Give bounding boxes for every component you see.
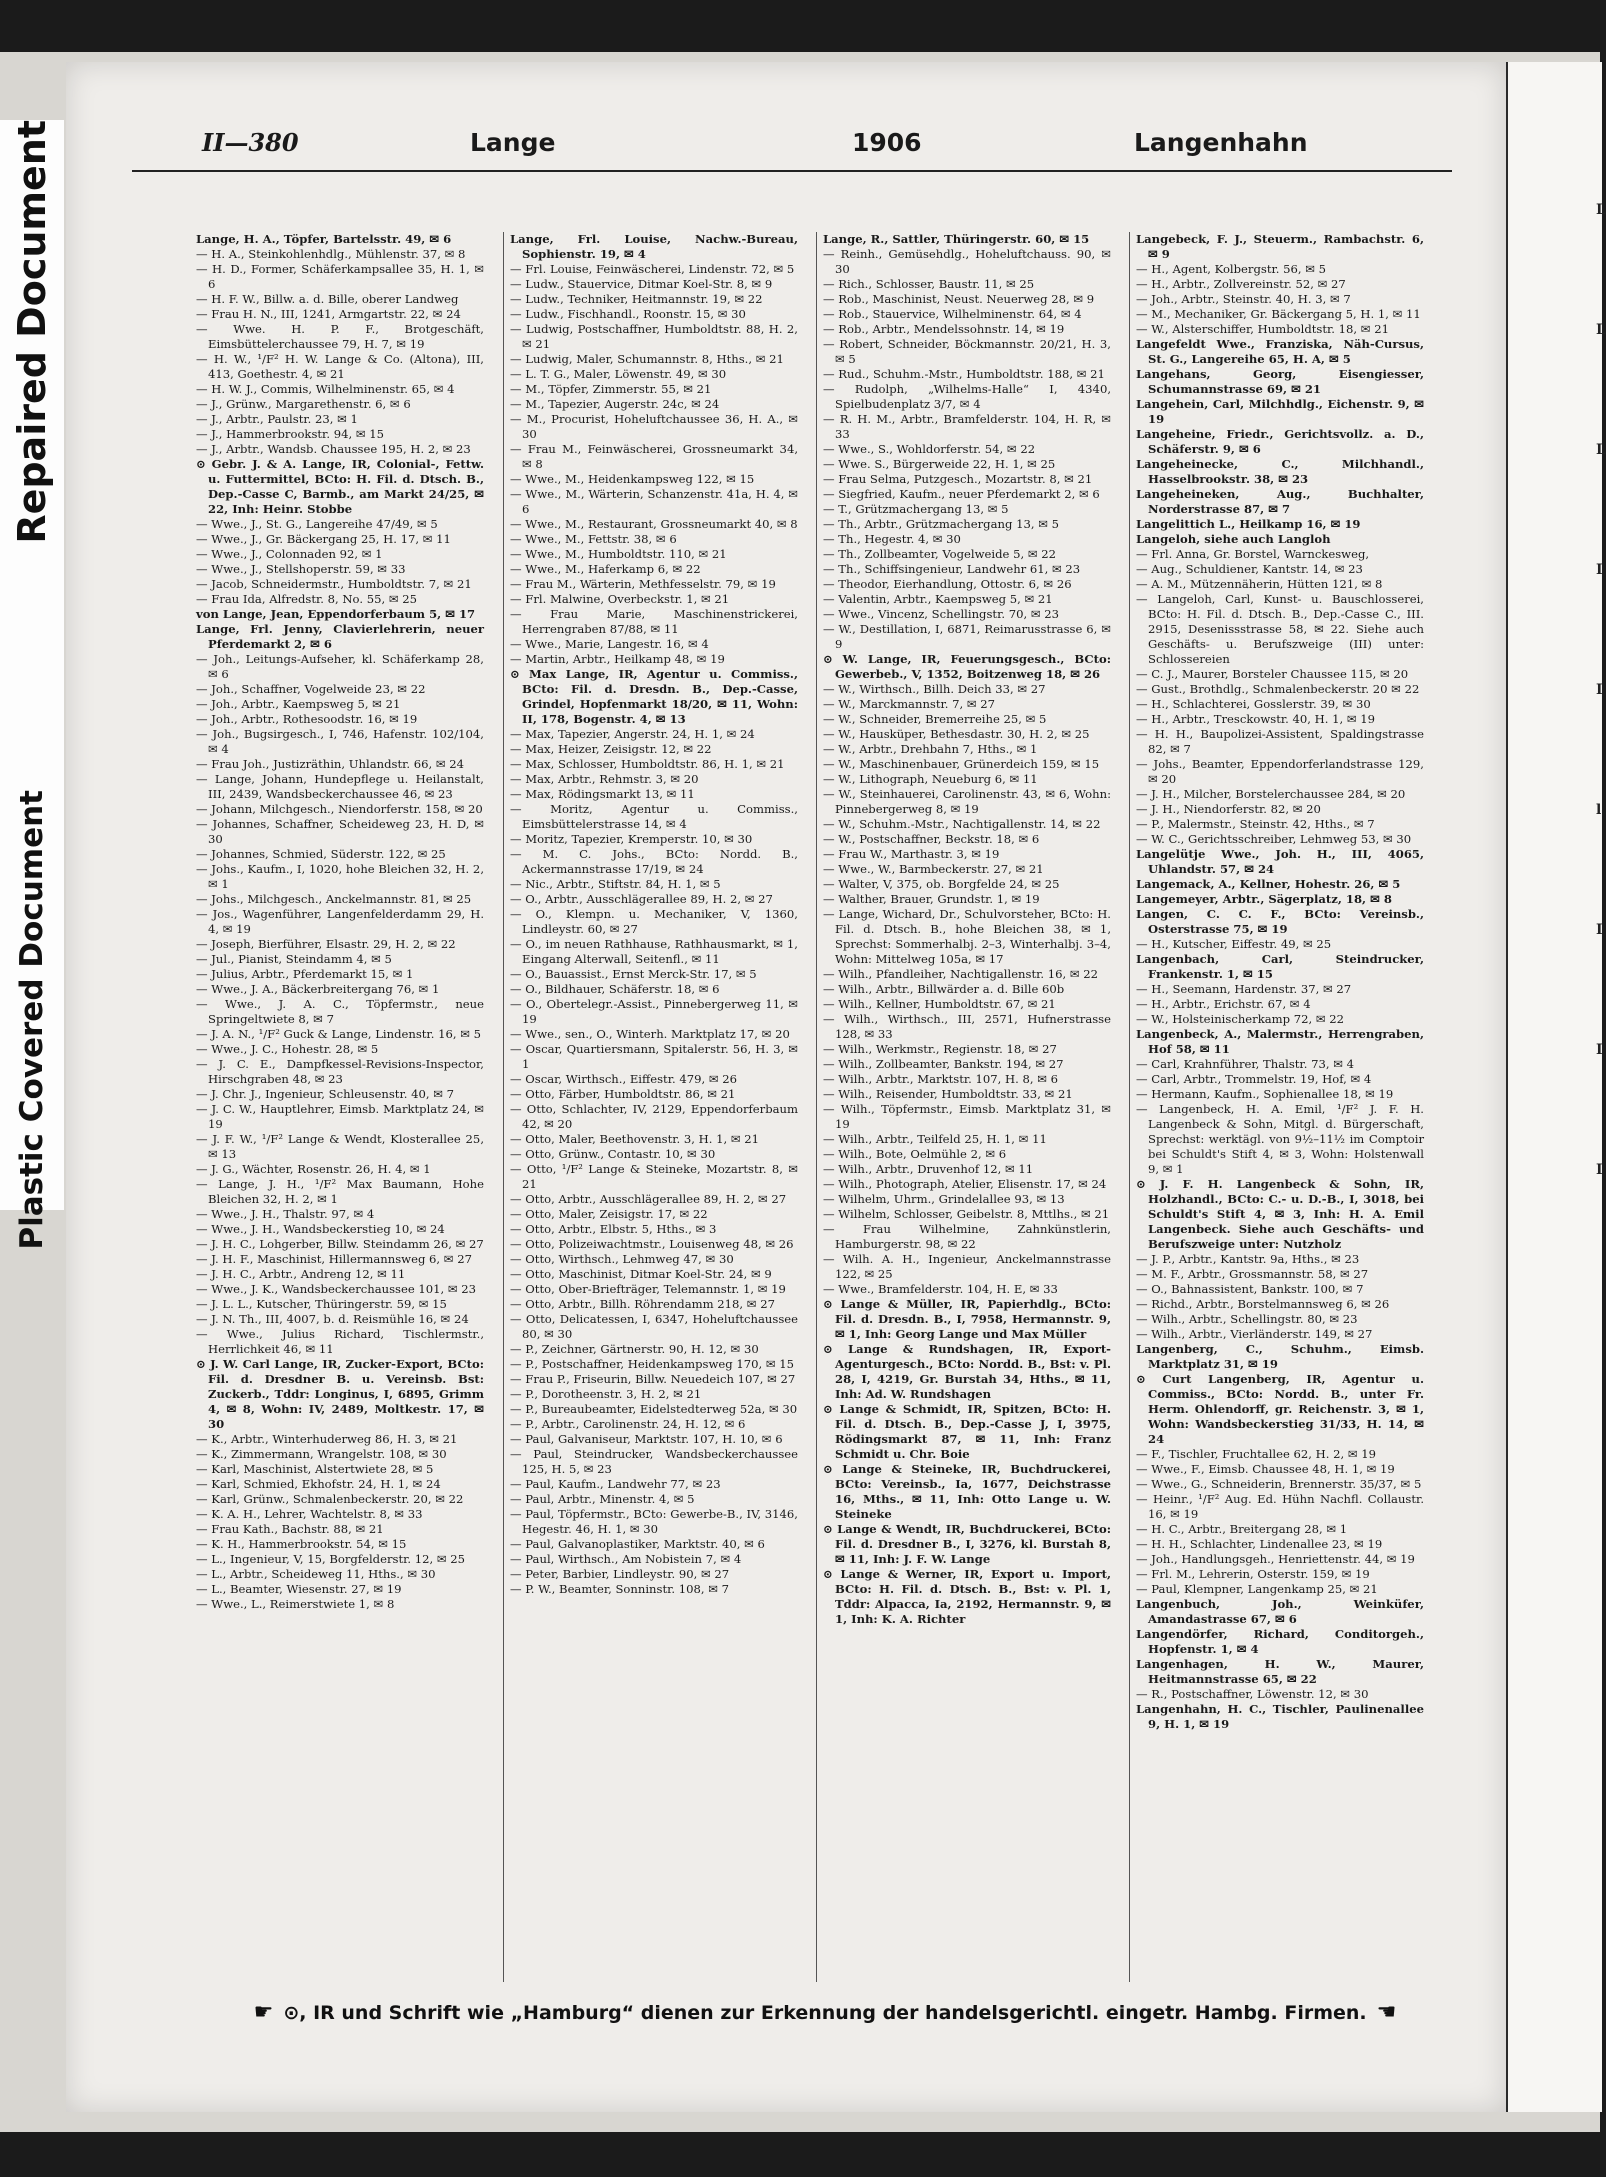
side-label	[0, 120, 64, 1250]
directory-entry: — Reinh., Gemüsehdlg., Hoheluftchauss. 90, ✉ 30	[823, 247, 1111, 276]
directory-entry: — O., Klempn. u. Mechaniker, V, 1360, Lindleystr. 60, ✉ 27	[510, 907, 798, 936]
directory-entry: — T., Grützmachergang 13, ✉ 5	[823, 502, 1009, 516]
directory-entry: — Wwe., F., Eimsb. Chaussee 48, H. 1, ✉ 19	[1136, 1462, 1395, 1476]
directory-entry: — Joh., Bugsirgesch., I, 746, Hafenstr. 102/104, ✉ 4	[196, 727, 484, 756]
directory-entry: — M., Tapezier, Augerstr. 24c, ✉ 24	[510, 397, 720, 411]
adjacent-page-fragment: I	[1596, 682, 1603, 698]
directory-entry: — Wwe., L., Reimerstwiete 1, ✉ 8	[196, 1597, 395, 1611]
directory-entry: — Max, Schlosser, Humboldtstr. 86, H. 1, ✉ 21	[510, 757, 785, 771]
directory-entry: — Otto, Färber, Humboldtstr. 86, ✉ 21	[510, 1087, 736, 1101]
directory-entry: Lange, Frl. Louise, Nachw.-Bureau, Sophienstr. 19, ✉ 4	[510, 232, 798, 261]
directory-entry: — F., Tischler, Fruchtallee 62, H. 2, ✉ 19	[1136, 1447, 1377, 1461]
directory-columns	[190, 232, 1440, 1982]
directory-entry: — Paul, Galvaniseur, Marktstr. 107, H. 10, ✉ 6	[510, 1432, 783, 1446]
directory-entry: — Frl. M., Lehrerin, Osterstr. 159, ✉ 19	[1136, 1567, 1370, 1581]
directory-entry: — Johannes, Schaffner, Scheideweg 23, H. D, ✉ 30	[196, 817, 484, 846]
directory-entry: — Wwe., J., Stellshoperstr. 59, ✉ 33	[196, 562, 406, 576]
directory-entry: — M., Mechaniker, Gr. Bäckergang 5, H. 1, ✉ 11	[1136, 307, 1421, 321]
directory-entry: — W., Wirthsch., Billh. Deich 33, ✉ 27	[823, 682, 1046, 696]
directory-entry: ⊙ Gebr. J. & A. Lange, IR, Colonial-, Fettw. u. Futtermittel, BCto: H. Fil. d. Dtsch. B., Dep.-Casse C, Barmb., am Markt 24/25, ✉ 22, Inh: Heinr. Stobbe	[196, 457, 484, 516]
directory-entry: — Otto, Wirthsch., Lehmweg 47, ✉ 30	[510, 1252, 734, 1266]
directory-entry: Langeheinecke, C., Milchhandl., Hasselbrookstr. 38, ✉ 23	[1136, 457, 1424, 486]
directory-entry: Langeloh, siehe auch Langloh	[1136, 532, 1331, 546]
directory-entry: — H. H., Schlachter, Lindenallee 23, ✉ 19	[1136, 1537, 1383, 1551]
directory-entry: — K. H., Hammerbrookstr. 54, ✉ 15	[196, 1537, 407, 1551]
directory-entry: — H., Arbtr., Zollvereinstr. 52, ✉ 27	[1136, 277, 1346, 291]
directory-entry: Langefeldt Wwe., Franziska, Näh-Cursus, St. G., Langereihe 65, H. A, ✉ 5	[1136, 337, 1424, 366]
directory-entry: — Joh., Arbtr., Kaempsweg 5, ✉ 21	[196, 697, 401, 711]
directory-entry: — W., Lithograph, Neueburg 6, ✉ 11	[823, 772, 1038, 786]
directory-entry: — Oscar, Quartiersmann, Spitalerstr. 56, H. 3, ✉ 1	[510, 1042, 798, 1071]
directory-entry: — Wwe., Vincenz, Schellingstr. 70, ✉ 23	[823, 607, 1059, 621]
directory-entry: — H. C., Arbtr., Breitergang 28, ✉ 1	[1136, 1522, 1348, 1536]
footer-note: ⊙, IR und Schrift wie „Hamburg“ dienen zur Erkennung der handelsgerichtl. eingetr. Hambg. Firmen.	[283, 2002, 1367, 2024]
directory-entry: — Jacob, Schneidermstr., Humboldtstr. 7, ✉ 21	[196, 577, 472, 591]
page-footer	[200, 2000, 1450, 2025]
directory-entry: — Gust., Brothdlg., Schmalenbeckerstr. 20 ✉ 22	[1136, 682, 1420, 696]
adjacent-page-fragment: L	[1596, 322, 1606, 338]
directory-entry: — Otto, Arbtr., Billh. Röhrendamm 218, ✉ 27	[510, 1297, 775, 1311]
directory-entry: — Julius, Arbtr., Pferdemarkt 15, ✉ 1	[196, 967, 414, 981]
directory-entry: — Lange, J. H., ¹/F² Max Baumann, Hohe Bleichen 32, H. 2, ✉ 1	[196, 1177, 484, 1206]
directory-entry: — M., Töpfer, Zimmerstr. 55, ✉ 21	[510, 382, 712, 396]
directory-entry: — Richd., Arbtr., Borstelmannsweg 6, ✉ 26	[1136, 1297, 1390, 1311]
directory-entry: — J. G., Wächter, Rosenstr. 26, H. 4, ✉ 1	[196, 1162, 431, 1176]
directory-entry: — Rich., Schlosser, Baustr. 11, ✉ 25	[823, 277, 1035, 291]
directory-entry: — J. L. L., Kutscher, Thüringerstr. 59, ✉ 15	[196, 1297, 447, 1311]
directory-entry: — Frau Marie, Maschinenstrickerei, Herrengraben 87/88, ✉ 11	[510, 607, 798, 636]
directory-entry: Langelittich L., Heilkamp 16, ✉ 19	[1136, 517, 1361, 531]
directory-entry: — Wwe., J., Colonnaden 92, ✉ 1	[196, 547, 383, 561]
directory-entry: — R. H. M., Arbtr., Bramfelderstr. 104, H. R, ✉ 33	[823, 412, 1111, 441]
directory-entry: — J. H. C., Lohgerber, Billw. Steindamm 26, ✉ 27	[196, 1237, 484, 1251]
directory-entry: — H. W., ¹/F² H. W. Lange & Co. (Altona), III, 413, Goethestr. 4, ✉ 21	[196, 352, 484, 381]
directory-entry: — Paul, Töpfermstr., BCto: Gewerbe-B., IV, 3146, Hegestr. 46, H. 1, ✉ 30	[510, 1507, 798, 1536]
directory-entry: — Frau P., Friseurin, Billw. Neuedeich 107, ✉ 27	[510, 1372, 796, 1386]
directory-entry: — Th., Zollbeamter, Vogelweide 5, ✉ 22	[823, 547, 1056, 561]
directory-entry: — J. C. W., Hauptlehrer, Eimsb. Marktplatz 24, ✉ 19	[196, 1102, 484, 1131]
directory-entry: — W., Maschinenbauer, Grünerdeich 159, ✉ 15	[823, 757, 1100, 771]
directory-entry: — Wwe., M., Haferkamp 6, ✉ 22	[510, 562, 701, 576]
directory-entry: — Moritz, Agentur u. Commiss., Eimsbüttelerstrasse 14, ✉ 4	[510, 802, 798, 831]
directory-entry: — H. H., Baupolizei-Assistent, Spaldingstrasse 82, ✉ 7	[1136, 727, 1424, 756]
directory-entry: — Wilh., Arbtr., Schellingstr. 80, ✉ 23	[1136, 1312, 1358, 1326]
directory-entry: — J., Arbtr., Paulstr. 23, ✉ 1	[196, 412, 358, 426]
directory-column-1	[190, 232, 490, 1982]
directory-entry: — H., Agent, Kolbergstr. 56, ✉ 5	[1136, 262, 1327, 276]
directory-entry: — Joh., Leitungs-Aufseher, kl. Schäferkamp 28, ✉ 6	[196, 652, 484, 681]
directory-entry: — Johannes, Schmied, Süderstr. 122, ✉ 25	[196, 847, 446, 861]
directory-entry: — K. A. H., Lehrer, Wachtelstr. 8, ✉ 33	[196, 1507, 423, 1521]
directory-entry: — Robert, Schneider, Böckmannstr. 20/21, H. 3, ✉ 5	[823, 337, 1111, 366]
directory-entry: — Wilh., Bote, Oelmühle 2, ✉ 6	[823, 1147, 1007, 1161]
directory-entry: — W., Holsteinischerkamp 72, ✉ 22	[1136, 1012, 1345, 1026]
directory-entry: — W., Postschaffner, Beckstr. 18, ✉ 6	[823, 832, 1040, 846]
directory-entry: — K., Arbtr., Winterhuderweg 86, H. 3, ✉ 21	[196, 1432, 458, 1446]
directory-entry: ⊙ Max Lange, IR, Agentur u. Commiss., BCto: Fil. d. Dresdn. B., Dep.-Casse, Grindel, Hopfenmarkt 18/20, ✉ 11, Wohn: II, 178, Bogenstr. 4, ✉ 13	[510, 667, 798, 726]
directory-entry: — Wilh., Photograph, Atelier, Elisenstr. 17, ✉ 24	[823, 1177, 1107, 1191]
directory-entry: — Wwe., G., Schneiderin, Brennerstr. 35/37, ✉ 5	[1136, 1477, 1422, 1491]
directory-entry: — W., Marckmannstr. 7, ✉ 27	[823, 697, 996, 711]
directory-entry: — Th., Arbtr., Grützmachergang 13, ✉ 5	[823, 517, 1059, 531]
directory-entry: — Joh., Handlungsgeh., Henriettenstr. 44, ✉ 19	[1136, 1552, 1415, 1566]
directory-column-3	[816, 232, 1117, 1982]
directory-entry: ⊙ J. W. Carl Lange, IR, Zucker-Export, BCto: Fil. d. Dresdner B. u. Vereinsb. Bst: Zuckerb., Tddr: Longinus, I, 6895, Grimm 4, ✉ 8, Wohn: IV, 2489, Moltkestr. 17, ✉ 30	[196, 1357, 484, 1431]
directory-entry: — Wilh. A. H., Ingenieur, Anckelmannstrasse 122, ✉ 25	[823, 1252, 1111, 1281]
directory-entry: — H., Seemann, Hardenstr. 37, ✉ 27	[1136, 982, 1352, 996]
directory-entry: ⊙ J. F. H. Langenbeck & Sohn, IR, Holzhandl., BCto: C.- u. D.-B., I, 3018, bei Schuldt's Stift 4, ✉ 3, Inh: H. A. Emil Langenbeck. Siehe auch Geschäfts- und Berufszweige unter: Nutzholz	[1136, 1177, 1424, 1251]
directory-entry: von Lange, Jean, Eppendorferbaum 5, ✉ 17	[196, 607, 476, 621]
directory-entry: — Paul, Kaufm., Landwehr 77, ✉ 23	[510, 1477, 721, 1491]
directory-entry: — Wilh., Kellner, Humboldtstr. 67, ✉ 21	[823, 997, 1056, 1011]
directory-entry: Langehein, Carl, Milchhdlg., Eichenstr. 9, ✉ 19	[1136, 397, 1424, 426]
directory-entry: Langebeck, F. J., Steuerm., Rambachstr. 6, ✉ 9	[1136, 232, 1424, 261]
directory-entry: — Wilh., Arbtr., Billwärder a. d. Bille 60b	[823, 982, 1065, 996]
directory-entry: — Wwe., sen., O., Winterh. Marktplatz 17, ✉ 20	[510, 1027, 790, 1041]
directory-entry: — J. H., Milcher, Borstelerchaussee 284, ✉ 20	[1136, 787, 1406, 801]
directory-entry: Langenberg, C., Schuhm., Eimsb. Marktplatz 31, ✉ 19	[1136, 1342, 1424, 1371]
directory-entry: — H., Kutscher, Eiffestr. 49, ✉ 25	[1136, 937, 1332, 951]
directory-entry: — O., Bildhauer, Schäferstr. 18, ✉ 6	[510, 982, 720, 996]
directory-entry: — Wilh., Werkmstr., Regienstr. 18, ✉ 27	[823, 1042, 1057, 1056]
directory-entry: — P. W., Beamter, Sonninstr. 108, ✉ 7	[510, 1582, 730, 1596]
adjacent-page-strip	[1506, 62, 1606, 2112]
directory-entry: Langeheine, Friedr., Gerichtsvollz. a. D., Schäferstr. 9, ✉ 6	[1136, 427, 1424, 456]
directory-entry: — L., Beamter, Wiesenstr. 27, ✉ 19	[196, 1582, 402, 1596]
page-number: II—380	[202, 128, 299, 157]
directory-entry: — Wwe., Bramfelderstr. 104, H. E, ✉ 33	[823, 1282, 1058, 1296]
directory-entry: — Paul, Steindrucker, Wandsbeckerchaussee 125, H. 5, ✉ 23	[510, 1447, 798, 1476]
directory-entry: — W., Alsterschiffer, Humboldtstr. 18, ✉ 21	[1136, 322, 1389, 336]
directory-entry: — O., Bahnassistent, Bankstr. 100, ✉ 7	[1136, 1282, 1364, 1296]
directory-entry: — Valentin, Arbtr., Kaempsweg 5, ✉ 21	[823, 592, 1053, 606]
directory-entry: — Karl, Grünw., Schmalenbeckerstr. 20, ✉ 22	[196, 1492, 464, 1506]
directory-entry: Lange, H. A., Töpfer, Bartelsstr. 49, ✉ 6	[196, 232, 452, 246]
directory-entry: — Wilh., Arbtr., Teilfeld 25, H. 1, ✉ 11	[823, 1132, 1047, 1146]
directory-entry: — Wwe., M., Fettstr. 38, ✉ 6	[510, 532, 677, 546]
directory-entry: — Paul, Klempner, Langenkamp 25, ✉ 21	[1136, 1582, 1378, 1596]
directory-entry: — Rud., Schuhm.-Mstr., Humboldtstr. 188, ✉ 21	[823, 367, 1105, 381]
directory-entry: Lange, R., Sattler, Thüringerstr. 60, ✉ 15	[823, 232, 1090, 246]
directory-entry: — J., Arbtr., Wandsb. Chaussee 195, H. 2, ✉ 23	[196, 442, 471, 456]
directory-entry: — P., Bureaubeamter, Eidelstedterweg 52a, ✉ 30	[510, 1402, 798, 1416]
directory-entry: — O., im neuen Rathhause, Rathhausmarkt, ✉ 1, Eingang Alterwall, Seitenfl., ✉ 11	[510, 937, 798, 966]
directory-entry: ⊙ Curt Langenberg, IR, Agentur u. Commiss., BCto: Nordd. B., unter Fr. Herm. Ohlendorff, gr. Reichenstr. 3, ✉ 1, Wohn: Wandsbeckerstieg 31/33, H. 14, ✉ 24	[1136, 1372, 1424, 1446]
directory-entry: — Th., Hegestr. 4, ✉ 30	[823, 532, 961, 546]
directory-entry: ⊙ W. Lange, IR, Feuerungsgesch., BCto: Gewerbeb., V, 1352, Boitzenweg 18, ✉ 26	[823, 652, 1111, 681]
adjacent-page-fragment: I	[1596, 1042, 1603, 1058]
directory-entry: — R., Postschaffner, Löwenstr. 12, ✉ 30	[1136, 1687, 1369, 1701]
side-label-repaired: Repaired Document	[10, 120, 54, 544]
directory-entry: — P., Malermstr., Steinstr. 42, Hths., ✉ 7	[1136, 817, 1375, 831]
directory-entry: Langelütje Wwe., Joh. H., III, 4065, Uhlandstr. 57, ✉ 24	[1136, 847, 1424, 876]
directory-entry: — Wwe., J. H., Wandsbeckerstieg 10, ✉ 24	[196, 1222, 445, 1236]
directory-entry: — J. Chr. J., Ingenieur, Schleusenstr. 40, ✉ 7	[196, 1087, 455, 1101]
directory-entry: — Wwe., J. C., Hohestr. 28, ✉ 5	[196, 1042, 379, 1056]
directory-entry: — Langeloh, Carl, Kunst- u. Bauschlosserei, BCto: H. Fil. d. Dtsch. B., Dep.-Casse C., III. 2915, Desenissstrasse 58, ✉ 22. Siehe auch Geschäfts- u. Berufszweige (III) unter: Schlossereien	[1136, 592, 1424, 666]
head-year: 1906	[852, 128, 922, 157]
directory-entry: Lange, Frl. Jenny, Clavierlehrerin, neuer Pferdemarkt 2, ✉ 6	[196, 622, 484, 651]
directory-entry: — Joseph, Bierführer, Elsastr. 29, H. 2, ✉ 22	[196, 937, 456, 951]
directory-entry: — O., Bauassist., Ernst Merck-Str. 17, ✉ 5	[510, 967, 757, 981]
directory-entry: — W., Schuhm.-Mstr., Nachtigallenstr. 14, ✉ 22	[823, 817, 1101, 831]
directory-entry: Langen, C. C. F., BCto: Vereinsb., Osterstrasse 75, ✉ 19	[1136, 907, 1424, 936]
directory-entry: — H., Arbtr., Erichstr. 67, ✉ 4	[1136, 997, 1311, 1011]
directory-entry: — Max, Arbtr., Rehmstr. 3, ✉ 20	[510, 772, 699, 786]
directory-entry: — J. N. Th., III, 4007, b. d. Reismühle 16, ✉ 24	[196, 1312, 469, 1326]
adjacent-page-fragment: I	[1596, 562, 1603, 578]
directory-entry: — J., Grünw., Margarethenstr. 6, ✉ 6	[196, 397, 411, 411]
directory-entry: ⊙ Lange & Wendt, IR, Buchdruckerei, BCto: Fil. d. Dresdner B., I, 3276, kl. Burstah 8, ✉ 11, Inh: J. F. W. Lange	[823, 1522, 1111, 1566]
directory-entry: Langemack, A., Kellner, Hohestr. 26, ✉ 5	[1136, 877, 1401, 891]
directory-entry: — Otto, Schlachter, IV, 2129, Eppendorferbaum 42, ✉ 20	[510, 1102, 798, 1131]
directory-entry: — J. H., Niendorferstr. 82, ✉ 20	[1136, 802, 1321, 816]
directory-entry: — Wwe., J., Gr. Bäckergang 25, H. 17, ✉ 11	[196, 532, 451, 546]
directory-entry: — Frau M., Wärterin, Methfesselstr. 79, ✉ 19	[510, 577, 776, 591]
directory-entry: — Wilh., Zollbeamter, Bankstr. 194, ✉ 27	[823, 1057, 1064, 1071]
directory-entry: — L., Ingenieur, V, 15, Borgfelderstr. 12, ✉ 25	[196, 1552, 466, 1566]
directory-entry: — Otto, Ober-Briefträger, Telemannstr. 1, ✉ 19	[510, 1282, 786, 1296]
directory-entry: — Wilh., Töpfermstr., Eimsb. Marktplatz 31, ✉ 19	[823, 1102, 1111, 1131]
head-left-word: Lange	[470, 128, 556, 157]
directory-entry: — Frau H. N., III, 1241, Armgartstr. 22, ✉ 24	[196, 307, 461, 321]
directory-entry: — Ludwig, Postschaffner, Humboldtstr. 88, H. 2, ✉ 21	[510, 322, 798, 351]
adjacent-page-fragment: I	[1596, 922, 1603, 938]
directory-entry: — H. F. W., Billw. a. d. Bille, oberer Landweg	[196, 292, 459, 306]
directory-entry: — Max, Tapezier, Angerstr. 24, H. 1, ✉ 24	[510, 727, 755, 741]
directory-entry: — Wilh., Reisender, Humboldtstr. 33, ✉ 21	[823, 1087, 1073, 1101]
directory-entry: — Peter, Barbier, Lindleystr. 90, ✉ 27	[510, 1567, 730, 1581]
directory-entry: — Wwe., J. A. C., Töpfermstr., neue Springeltwiete 8, ✉ 7	[196, 997, 484, 1026]
directory-entry: — Rudolph, „Wilhelms-Halle“ I, 4340, Spielbudenplatz 3/7, ✉ 4	[823, 382, 1111, 411]
directory-entry: ⊙ Lange & Rundshagen, IR, Export-Agenturgesch., BCto: Nordd. B., Bst: v. Pl. 28, I, 4219, Gr. Burstah 34, Hths., ✉ 11, Inh: Ad. W. Rundshagen	[823, 1342, 1111, 1401]
directory-entry: — M. C. Johs., BCto: Nordd. B., Ackermannstrasse 17/19, ✉ 24	[510, 847, 798, 876]
directory-entry: — Otto, ¹/F² Lange & Steineke, Mozartstr. 8, ✉ 21	[510, 1162, 798, 1191]
directory-entry: ⊙ Lange & Werner, IR, Export u. Import, BCto: H. Fil. d. Dtsch. B., Bst: v. Pl. 1, Tddr: Alpacca, Ia, 2192, Hermannstr. 9, ✉ 1, Inh: K. A. Richter	[823, 1567, 1111, 1626]
directory-entry: — W. C., Gerichtsschreiber, Lehmweg 53, ✉ 30	[1136, 832, 1412, 846]
adjacent-page-fragment: L	[1596, 202, 1606, 218]
directory-entry: — Wwe., S., Wohldorferstr. 54, ✉ 22	[823, 442, 1036, 456]
directory-entry: — J. C. E., Dampfkessel-Revisions-Inspector, Hirschgraben 48, ✉ 23	[196, 1057, 484, 1086]
directory-entry: ⊙ Lange & Müller, IR, Papierhdlg., BCto: Fil. d. Dresdn. B., I, 7958, Hermannstr. 9, ✉ 1, Inh: Georg Lange und Max Müller	[823, 1297, 1111, 1341]
directory-entry: — Nic., Arbtr., Stiftstr. 84, H. 1, ✉ 5	[510, 877, 721, 891]
directory-entry: — Th., Schiffsingenieur, Landwehr 61, ✉ 23	[823, 562, 1081, 576]
directory-entry: — Aug., Schuldiener, Kantstr. 14, ✉ 23	[1136, 562, 1363, 576]
directory-entry: — Otto, Maschinist, Ditmar Koel-Str. 24, ✉ 9	[510, 1267, 772, 1281]
directory-entry: — Wwe., M., Heidenkampsweg 122, ✉ 15	[510, 472, 755, 486]
directory-entry: — Otto, Delicatessen, I, 6347, Hoheluftchaussee 80, ✉ 30	[510, 1312, 798, 1341]
directory-column-2	[503, 232, 804, 1982]
directory-entry: — W., Schneider, Bremerreihe 25, ✉ 5	[823, 712, 1047, 726]
directory-entry: — J. H. C., Arbtr., Andreng 12, ✉ 11	[196, 1267, 406, 1281]
directory-entry: — Frl. Anna, Gr. Borstel, Warnckesweg,	[1136, 547, 1370, 561]
directory-entry: Langenhagen, H. W., Maurer, Heitmannstrasse 65, ✉ 22	[1136, 1657, 1424, 1686]
directory-entry: — Frau Ida, Alfredstr. 8, No. 55, ✉ 25	[196, 592, 417, 606]
directory-entry: — Frau W., Marthastr. 3, ✉ 19	[823, 847, 1000, 861]
directory-entry: — Lange, Wichard, Dr., Schulvorsteher, BCto: H. Fil. d. Dtsch. B., hohe Bleichen 38, ✉ 1, Sprechst: Sommerhalbj. 2–3, Winterhalbj. 3–4, Wohn: Mittelweg 105a, ✉ 17	[823, 907, 1111, 966]
directory-entry: — Wwe. S., Bürgerweide 22, H. 1, ✉ 25	[823, 457, 1056, 471]
directory-entry: — Paul, Arbtr., Minenstr. 4, ✉ 5	[510, 1492, 695, 1506]
directory-entry: — Max, Rödingsmarkt 13, ✉ 11	[510, 787, 695, 801]
directory-entry: — W., Arbtr., Drehbahn 7, Hths., ✉ 1	[823, 742, 1038, 756]
directory-entry: — Heinr., ¹/F² Aug. Ed. Hühn Nachfl. Collaustr. 16, ✉ 19	[1136, 1492, 1424, 1521]
adjacent-page-fragment: l	[1596, 802, 1602, 818]
directory-entry: — Martin, Arbtr., Heilkamp 48, ✉ 19	[510, 652, 725, 666]
directory-column-4	[1129, 232, 1430, 1982]
directory-entry: — Frl. Malwine, Overbeckstr. 1, ✉ 21	[510, 592, 730, 606]
directory-entry: — Walter, V, 375, ob. Borgfelde 24, ✉ 25	[823, 877, 1060, 891]
side-label-plastic: Plastic Covered Document	[14, 790, 50, 1250]
directory-entry: — Frau Kath., Bachstr. 88, ✉ 21	[196, 1522, 384, 1536]
directory-entry: — Wilh., Pfandleiher, Nachtigallenstr. 16, ✉ 22	[823, 967, 1099, 981]
directory-entry: — Otto, Polizeiwachtmstr., Louisenweg 48, ✉ 26	[510, 1237, 794, 1251]
directory-entry: — Wwe., W., Barmbeckerstr. 27, ✉ 21	[823, 862, 1044, 876]
directory-entry: — Ludw., Fischhandl., Roonstr. 15, ✉ 30	[510, 307, 746, 321]
directory-entry: — Rob., Maschinist, Neust. Neuerweg 28, ✉ 9	[823, 292, 1095, 306]
directory-entry: — M., Procurist, Hoheluftchaussee 36, H. A., ✉ 30	[510, 412, 798, 441]
directory-entry: — Walther, Brauer, Grundstr. 1, ✉ 19	[823, 892, 1040, 906]
directory-entry: — P., Arbtr., Carolinenstr. 24, H. 12, ✉ 6	[510, 1417, 746, 1431]
directory-entry: — J. F. W., ¹/F² Lange & Wendt, Klosterallee 25, ✉ 13	[196, 1132, 484, 1161]
directory-entry: Langenbach, Carl, Steindrucker, Frankenstr. 1, ✉ 15	[1136, 952, 1424, 981]
directory-entry: — Rob., Arbtr., Mendelssohnstr. 14, ✉ 19	[823, 322, 1065, 336]
directory-entry: — Frau Joh., Justizräthin, Uhlandstr. 66, ✉ 24	[196, 757, 465, 771]
directory-entry: — Wwe., M., Wärterin, Schanzenstr. 41a, H. 4, ✉ 6	[510, 487, 798, 516]
directory-entry: — Wwe., M., Humboldtstr. 110, ✉ 21	[510, 547, 727, 561]
directory-entry: — Otto, Arbtr., Elbstr. 5, Hths., ✉ 3	[510, 1222, 717, 1236]
directory-entry: — Wwe., J. A., Bäckerbreitergang 76, ✉ 1	[196, 982, 440, 996]
directory-entry: — Otto, Grünw., Contastr. 10, ✉ 30	[510, 1147, 716, 1161]
directory-entry: — Ludwig, Maler, Schumannstr. 8, Hths., ✉ 21	[510, 352, 784, 366]
directory-entry: Langendörfer, Richard, Conditorgeh., Hopfenstr. 1, ✉ 4	[1136, 1627, 1424, 1656]
directory-entry: — Wilh., Wirthsch., III, 2571, Hufnerstrasse 128, ✉ 33	[823, 1012, 1111, 1041]
directory-entry: — H., Arbtr., Tresckowstr. 40, H. 1, ✉ 19	[1136, 712, 1376, 726]
directory-entry: Langenbeck, A., Malermstr., Herrengraben, Hof 58, ✉ 11	[1136, 1027, 1424, 1056]
directory-entry: — O., Obertelegr.-Assist., Pinnebergerweg 11, ✉ 19	[510, 997, 798, 1026]
adjacent-page-fragment: I	[1596, 1162, 1603, 1178]
directory-entry: — Wilh., Arbtr., Vierländerstr. 149, ✉ 27	[1136, 1327, 1373, 1341]
directory-entry: — Wwe., Marie, Langestr. 16, ✉ 4	[510, 637, 709, 651]
directory-entry: — P., Zeichner, Gärtnerstr. 90, H. 12, ✉ 30	[510, 1342, 759, 1356]
directory-entry: — J. H. F., Maschinist, Hillermannsweg 6, ✉ 27	[196, 1252, 472, 1266]
directory-entry: — Joh., Schaffner, Vogelweide 23, ✉ 22	[196, 682, 426, 696]
directory-entry: — Siegfried, Kaufm., neuer Pferdemarkt 2, ✉ 6	[823, 487, 1100, 501]
directory-entry: — Wwe., J. K., Wandsbeckerchaussee 101, ✉ 23	[196, 1282, 477, 1296]
head-right-word: Langenhahn	[1134, 128, 1308, 157]
directory-entry: Langehans, Georg, Eisengiesser, Schumannstrasse 69, ✉ 21	[1136, 367, 1424, 396]
directory-entry: — A. M., Mützennäherin, Hütten 121, ✉ 8	[1136, 577, 1383, 591]
directory-entry: — Wwe., J. H., Thalstr. 97, ✉ 4	[196, 1207, 375, 1221]
directory-entry: — Theodor, Eierhandlung, Ottostr. 6, ✉ 26	[823, 577, 1072, 591]
directory-entry: — J., Hammerbrookstr. 94, ✉ 15	[196, 427, 384, 441]
directory-entry: — O., Arbtr., Ausschlägerallee 89, H. 2, ✉ 27	[510, 892, 773, 906]
directory-entry: — Jos., Wagenführer, Langenfelderdamm 29, H. 4, ✉ 19	[196, 907, 484, 936]
directory-entry: — Wilh., Arbtr., Druvenhof 12, ✉ 11	[823, 1162, 1034, 1176]
directory-entry: — Wwe., Julius Richard, Tischlermstr., Herrlichkeit 46, ✉ 11	[196, 1327, 484, 1356]
directory-entry: — H. A., Steinkohlenhdlg., Mühlenstr. 37, ✉ 8	[196, 247, 466, 261]
directory-entry: — C. J., Maurer, Borsteler Chaussee 115, ✉ 20	[1136, 667, 1409, 681]
directory-entry: — Johann, Milchgesch., Niendorferstr. 158, ✉ 20	[196, 802, 483, 816]
directory-entry: — Joh., Arbtr., Rothesoodstr. 16, ✉ 19	[196, 712, 418, 726]
directory-entry: — Frau Selma, Putzgesch., Mozartstr. 8, ✉ 21	[823, 472, 1093, 486]
directory-entry: — P., Postschaffner, Heidenkampsweg 170, ✉ 15	[510, 1357, 795, 1371]
directory-entry: — Frau M., Feinwäscherei, Grossneumarkt 34, ✉ 8	[510, 442, 798, 471]
directory-entry: — J. P., Arbtr., Kantstr. 9a, Hths., ✉ 23	[1136, 1252, 1360, 1266]
directory-entry: ⊙ Lange & Schmidt, IR, Spitzen, BCto: H. Fil. d. Dtsch. B., Dep.-Casse J, I, 3975, Rödingsmarkt 87, ✉ 11, Inh: Franz Schmidt u. Chr. Boie	[823, 1402, 1111, 1461]
adjacent-page-fragment: L	[1596, 442, 1606, 458]
directory-entry: — H. W. J., Commis, Wilhelminenstr. 65, ✉ 4	[196, 382, 455, 396]
directory-entry: Langemeyer, Arbtr., Sägerplatz, 18, ✉ 8	[1136, 892, 1392, 906]
directory-entry: — Lange, Johann, Hundepflege u. Heilanstalt, III, 2439, Wandsbeckerchaussee 46, ✉ 23	[196, 772, 484, 801]
running-head	[132, 120, 1452, 172]
directory-entry: — Wwe., J., St. G., Langereihe 47/49, ✉ 5	[196, 517, 438, 531]
directory-entry: — H., Schlachterei, Gosslerstr. 39, ✉ 30	[1136, 697, 1371, 711]
directory-entry: — Johs., Milchgesch., Anckelmannstr. 81, ✉ 25	[196, 892, 472, 906]
directory-entry: — Max, Heizer, Zeisigstr. 12, ✉ 22	[510, 742, 712, 756]
directory-entry: — Karl, Schmied, Ekhofstr. 24, H. 1, ✉ 24	[196, 1477, 441, 1491]
directory-entry: — M. F., Arbtr., Grossmannstr. 58, ✉ 27	[1136, 1267, 1369, 1281]
directory-entry: — Carl, Arbtr., Trommelstr. 19, Hof, ✉ 4	[1136, 1072, 1372, 1086]
directory-entry: — Moritz, Tapezier, Kremperstr. 10, ✉ 30	[510, 832, 753, 846]
directory-entry: — Wilh., Arbtr., Marktstr. 107, H. 8, ✉ 6	[823, 1072, 1059, 1086]
directory-entry: — Johs., Kaufm., I, 1020, hohe Bleichen 32, H. 2, ✉ 1	[196, 862, 484, 891]
directory-entry: Langeheineken, Aug., Buchhalter, Norderstrasse 87, ✉ 7	[1136, 487, 1424, 516]
directory-entry: — Frl. Louise, Feinwäscherei, Lindenstr. 72, ✉ 5	[510, 262, 795, 276]
directory-entry: — Rob., Stauervice, Wilhelminenstr. 64, ✉ 4	[823, 307, 1082, 321]
directory-entry: — Hermann, Kaufm., Sophienallee 18, ✉ 19	[1136, 1087, 1394, 1101]
pointing-hand-left-icon: ☛	[253, 2000, 274, 2025]
directory-entry: — Frau Wilhelmine, Zahnkünstlerin, Hamburgerstr. 98, ✉ 22	[823, 1222, 1111, 1251]
pointing-hand-right-icon: ☚	[1376, 2000, 1397, 2025]
directory-entry: — Wwe., M., Restaurant, Grossneumarkt 40, ✉ 8	[510, 517, 798, 531]
directory-entry: — Paul, Galvanoplastiker, Marktstr. 40, ✉ 6	[510, 1537, 765, 1551]
directory-entry: — Ludw., Stauervice, Ditmar Koel-Str. 8, ✉ 9	[510, 277, 773, 291]
directory-entry: — Wwe. H. P. F., Brotgeschäft, Eimsbüttelerchaussee 79, H. 7, ✉ 19	[196, 322, 484, 351]
directory-entry: — Ludw., Techniker, Heitmannstr. 19, ✉ 22	[510, 292, 763, 306]
directory-entry: — W., Hausküper, Bethesdastr. 30, H. 2, ✉ 25	[823, 727, 1090, 741]
directory-entry: — Otto, Arbtr., Ausschlägerallee 89, H. 2, ✉ 27	[510, 1192, 787, 1206]
directory-entry: — L. T. G., Maler, Löwenstr. 49, ✉ 30	[510, 367, 727, 381]
directory-entry: — Johs., Beamter, Eppendorferlandstrasse 129, ✉ 20	[1136, 757, 1424, 786]
directory-entry: — L., Arbtr., Scheideweg 11, Hths., ✉ 30	[196, 1567, 436, 1581]
directory-entry: — J. A. N., ¹/F² Guck & Lange, Lindenstr. 16, ✉ 5	[196, 1027, 481, 1041]
directory-entry: — Wilhelm, Schlosser, Geibelstr. 8, Mttlhs., ✉ 21	[823, 1207, 1110, 1221]
directory-entry: — W., Steinhauerei, Carolinenstr. 43, ✉ 6, Wohn: Pinnebergerweg 8, ✉ 19	[823, 787, 1111, 816]
directory-entry: — Karl, Maschinist, Alstertwiete 28, ✉ 5	[196, 1462, 434, 1476]
directory-entry: — Oscar, Wirthsch., Eiffestr. 479, ✉ 26	[510, 1072, 737, 1086]
directory-entry: — Joh., Arbtr., Steinstr. 40, H. 3, ✉ 7	[1136, 292, 1351, 306]
directory-entry: Langenhahn, H. C., Tischler, Paulinenallee 9, H. 1, ✉ 19	[1136, 1702, 1424, 1731]
directory-entry: — Otto, Maler, Zeisigstr. 17, ✉ 22	[510, 1207, 708, 1221]
directory-entry: — Jul., Pianist, Steindamm 4, ✉ 5	[196, 952, 392, 966]
directory-entry: — K., Zimmermann, Wrangelstr. 108, ✉ 30	[196, 1447, 447, 1461]
directory-entry: — W., Destillation, I, 6871, Reimarusstrasse 6, ✉ 9	[823, 622, 1111, 651]
directory-entry: — Carl, Krahnführer, Thalstr. 73, ✉ 4	[1136, 1057, 1354, 1071]
directory-entry: — Langenbeck, H. A. Emil, ¹/F² J. F. H. Langenbeck & Sohn, Mitgl. d. Bürgerschaft, Sprechst: werktägl. von 9½–11½ im Comptoir bei Schuldt's Stift 4, ✉ 3, Wohn: Holstenwall 9, ✉ 1	[1136, 1102, 1424, 1176]
directory-entry: — H. D., Former, Schäferkampsallee 35, H. 1, ✉ 6	[196, 262, 484, 291]
directory-entry: ⊙ Lange & Steineke, IR, Buchdruckerei, BCto: Vereinsb., Ia, 1677, Deichstrasse 16, Mths., ✉ 11, Inh: Otto Lange u. W. Steineke	[823, 1462, 1111, 1521]
directory-entry: — P., Dorotheenstr. 3, H. 2, ✉ 21	[510, 1387, 702, 1401]
directory-entry: — Paul, Wirthsch., Am Nobistein 7, ✉ 4	[510, 1552, 742, 1566]
directory-entry: — Otto, Maler, Beethovenstr. 3, H. 1, ✉ 21	[510, 1132, 760, 1146]
directory-entry: — Wilhelm, Uhrm., Grindelallee 93, ✉ 13	[823, 1192, 1065, 1206]
directory-entry: Langenbuch, Joh., Weinküfer, Amandastrasse 67, ✉ 6	[1136, 1597, 1424, 1626]
